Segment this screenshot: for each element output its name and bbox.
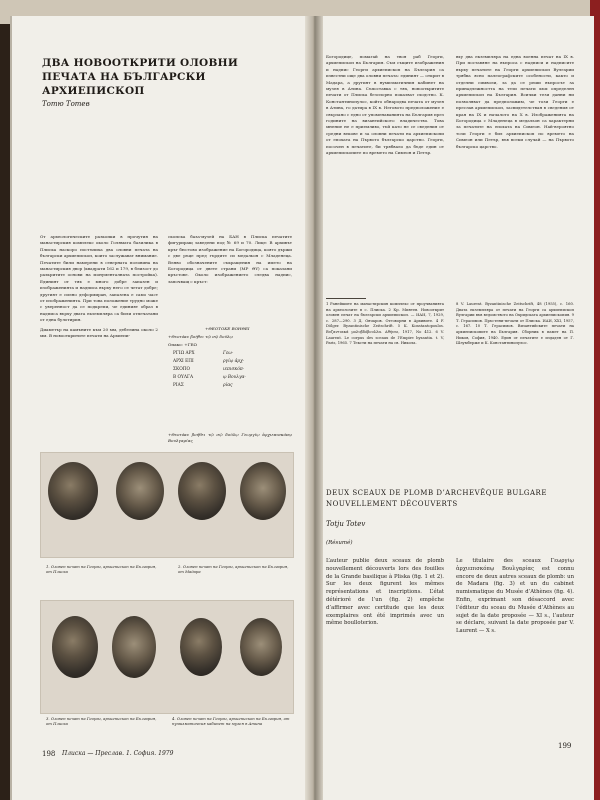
caption-fig-2: 2. Оловен печат на Георги, архиепископ на България, от Мадара: [178, 564, 289, 575]
inscription-row: ΡΙΑΣ ρίας: [173, 383, 233, 388]
resume-label: (Résumé): [326, 540, 353, 546]
right-column-2: вху два екземпляра на една военна печат на IX в. При поставяне на въпроса с надписи и надписите върху печатите на Георги архиепископ Вулгарии трябва ясно палеографските особености, както и отделни символи, за да се реши въпросът за принадлежността на тези печати към определен архиепископ на България. Всички тези данни ни позволяват да предположим, че този Георги е преслав архиепископ, засвидетелстван в сведения от края на IX и началото на X в. Изображенията на Богородица с Младенеца в медальон са характерни за печатите на епохата на Симеон. Най-вероятно този Георги е бил архиепископ по времето на Симеон или Петър, във всеки случай — на Първото българско царство.: [456, 54, 574, 149]
seal-photo-2b: [240, 462, 286, 520]
caption-fig-4: 4. Оловен печат на Георги, архиепископ на България, от нумизматичния кабинет на музея в Атина: [172, 716, 290, 727]
article-title: ДВА НОВООТКРИТИ ОЛОВНИ ПЕЧАТА НА БЪЛГАРСКИ АРХИЕПИСКОП: [42, 57, 239, 97]
inscription-row: ΑΡΧΙ ΕΠΙ ργίῳ ἀρχ-: [173, 359, 245, 364]
book-gutter: [305, 16, 323, 800]
seal-photo-2a: [178, 462, 226, 520]
caption-fig-3: 3. Оловен печат на Георги, архиепископ на България, от Плиска: [46, 716, 157, 727]
resume-title: DEUX SCEAUX DE PLOMB D’ARCHEVÊQUE BULGARE NOUVELLEMENT DÉCOUVERTS: [326, 489, 547, 508]
seal-photo-3a: [52, 616, 98, 678]
footnotes-right: 8 V. Laurent. Byzantinische Zeitschrift, 48 (1955), с. 160. Двата екземпляра от печати на Георги са архиепископ Вулгарии във ведомството на Охридската архиепископия. 9 Т. Герасимов. Пръстени-печати от Плиска. ИАИ, XXI, 1957, с. 167. 10 Т. Герасимов. Византийските печати на архиепископите на България. Сборник в памет на П. Ников, София, 1940. Един от печатите е издаден от Г. Шлумберже и К. Константинопулос.: [456, 302, 574, 346]
inscription-row: ΣΚΟΠΟ ιεπισκόπ-: [173, 367, 245, 372]
left-column-1: [40, 234, 158, 444]
footnotes-left: 1 Ранейшите на манастирския комплекс от проучванията на археолозите в с. Плиска. 2 Кр. Миятев. Новооткрит оловен печат на български архиепископ. — ИАИ, 7, 1929, с. 287—290. 3 Д. Овчаров. Отговорни в Архивите. 4 F. Dölger. Byzantinische Zeitschrift. 5 K. Konstantopoulos. Βυζαντιακά μολυβδόβουλλα. Αθήναι, 1917, No 412. 6 V. Laurent. Le corpus des sceaux de l’Empire byzantin. t. V, Paris, 1965. 7 Тексти на печати на св. Никола.: [326, 302, 444, 346]
article-author: Тотю Тотев: [42, 100, 90, 108]
resume-column-1: L’auteur publie deux sceaux de plomb nouvellement découverts lors des fouilles de la Grande basilique à Pliska (fig. 1 et 2). Sur les deux figurent les mêmes représentations et inscriptions. L’état détérioré de l’un (fig. 2) empêche d’affirmer avec certitude que les deux exemplaires ont été imprimés avec un même boulloterion.: [326, 558, 444, 627]
left-page-number: 198: [42, 750, 56, 758]
left-column-1-text: От археологическите разкопки в прочутия на манастирския комплекс около Голямата базилика в Плиска наскоро постъпиха два оловни печата на български архиепископ, които заслужават внимание. Печатите били намерени в северната половина на манастирския двор (квадрати 162 и 179, в близост до разкритите основи на монументалната постройка). Единият от тях е много добре запазен и изображенията и надписа върху него се четат добре; другият е силно деформиран, запазена е само част от изображенията. При това положение трудно може с уверенност да се подкрепи, че единият образ в надписа върху двата екземпляра са били отпечатани от една булотирия.: [40, 234, 158, 323]
seal-photo-3b: [112, 616, 156, 678]
resume-author: Totju Totev: [326, 520, 366, 528]
footnote-rule: [326, 298, 366, 299]
seal-full-inscription: +Θεοτόκε βοήθει τῷ σῷ δούλῳ Γεωργίῳ ἀρχιεπισκόπῳ Βουλγαρίας: [168, 432, 292, 444]
seal-obverse-label: Опако: +ΓΕΩ: [168, 342, 197, 347]
right-page-number: 199: [558, 742, 572, 750]
seal-photo-1b: [116, 462, 164, 520]
left-column-2: скопска база-музей на БАН в Плиска печатите фигуриращ заведени под № 69 и 70. Лице: В архивът кръг бюстово изображение на Богородица, която държи с две ръце пред гърдите си медальон с Младенеца. Вляво обозначените съкращения на името на Богородица от двете страни (ΜΡ ΘΥ) са показани кръстове. Около изображението следва надпис, започващ с кръст:: [168, 234, 292, 284]
seal-photo-1a: [48, 462, 98, 520]
seal-transliteration: +Θεοτόκε βοήθει τῷ σῷ δούλῳ: [168, 334, 233, 339]
seal-photo-4b: [240, 618, 282, 676]
left-column-1-closing: Диаметър на камъните към 20 мм, дебелина около 2 мм. В новооткритите печати на Архиепи-: [40, 326, 158, 339]
inscription-table: [173, 350, 273, 390]
seal-invocation: +ΘΕΟΤΟΚΕ ΒΟΗΘΕΙ: [205, 326, 250, 331]
left-page-footer: Плиска — Преслав. 1. София. 1979: [62, 750, 174, 757]
caption-fig-1: 1. Оловен печат на Георги, архиепископ на България, от Плиска: [46, 564, 157, 575]
inscription-row: ΡΓΙΩ ΑΡΧ Γεω-: [173, 351, 234, 356]
right-column-1: Богородице, помагай на твоя раб Георги, архиепископ на България. Съм същите изображения и надпис Георги архиепископ на България са известни още два оловни печата: единият — открит в Мадара, а другият в нумизматичния кабинет на музея в Атина. Съпоставка с тях, новооткритите печати от Плиска безспорно показват сходство. К. Константинопулос, който обнародва печата от музея в Атина, го датира в IX в. Неговото предположение е свързано с едно от упоменаванията на България през годините на византийското владичество. Това мнение не е приемливо, тъй като не се сведения от средни векове и за оловни печати на архиепископи от епохата на Първото българско царство. Георги, посочен в печатите, би трябвало да бъде един от архиепископите по времето на Симеон и Петър.: [326, 54, 444, 156]
seal-photo-4a: [180, 618, 222, 676]
inscription-row: Β ΟΥΛΓΑ ῳ Βουλγα-: [173, 375, 246, 380]
resume-column-2: Le titulaire des sceaux Γεωργίῳ ἀρχιεπισκόπῳ Βουλγαρίας est connu encore de deux autres sceaux de plomb: un de Madara (fig. 3) et un du cabinet numismatique du Musée d’Athènes (fig. 4). Enfin, exprimant son désaccord avec l’éditeur du sceau du Musée d’Athènes au sujet de la date proposée — XI s., l’auteur se déclare, suivant la date proposée par V. Laurent — X s.: [456, 558, 574, 635]
